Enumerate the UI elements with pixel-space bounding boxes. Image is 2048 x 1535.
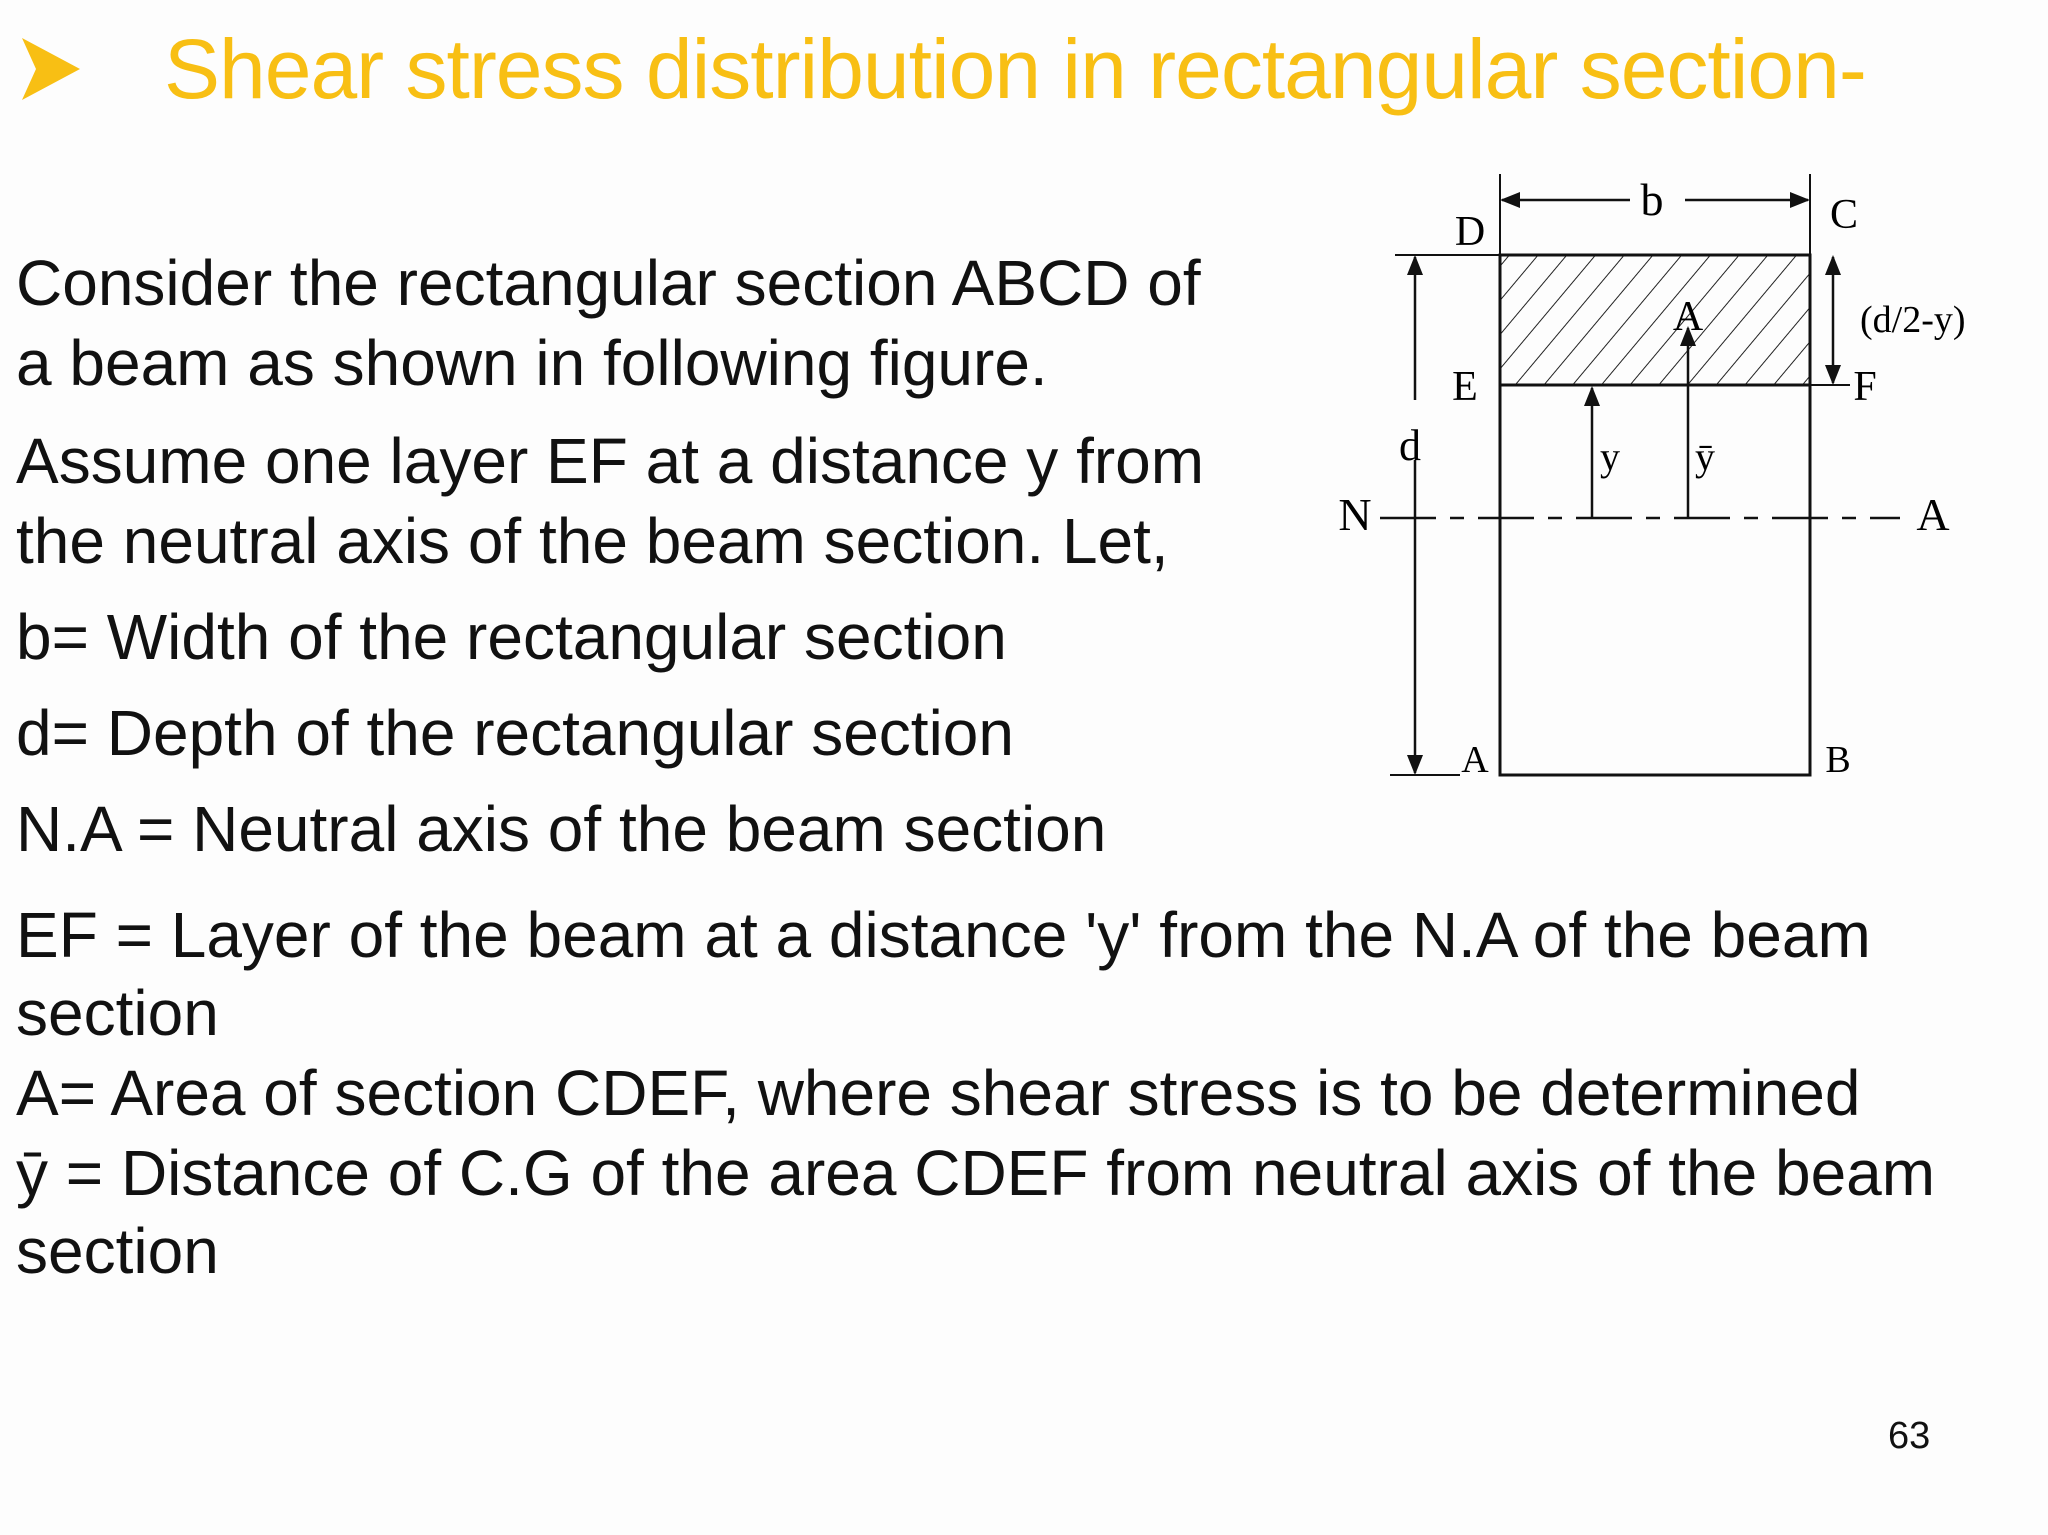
corner-label-b: B bbox=[1825, 739, 1851, 781]
neutral-axis-definition: N.A = Neutral axis of the beam section bbox=[16, 793, 1107, 865]
depth-label-d: d bbox=[1399, 421, 1421, 470]
width-label-b: b bbox=[1640, 174, 1664, 225]
arrowhead-bullet-icon bbox=[20, 34, 82, 104]
corner-label-c: C bbox=[1829, 192, 1859, 238]
consider-line-2: a beam as shown in following figure. bbox=[16, 327, 1048, 399]
corner-label-d: D bbox=[1454, 209, 1486, 255]
assume-line-1: Assume one layer EF at a distance y from bbox=[16, 425, 1205, 497]
ybar-definition-line-1: ȳ = Distance of C.G of the area CDEF from neutral axis of the beam bbox=[16, 1137, 1936, 1209]
ybar-definition-line-2: section bbox=[16, 1215, 219, 1287]
slide-title: Shear stress distribution in rectangular section- bbox=[164, 21, 1866, 116]
layer-label-e: E bbox=[1452, 364, 1478, 410]
corner-label-a: A bbox=[1461, 739, 1489, 781]
neutral-axis-label-n: N bbox=[1338, 489, 1372, 540]
ybar-label: ȳ bbox=[1695, 434, 1715, 479]
consider-line-1: Consider the rectangular section ABCD of bbox=[16, 247, 1201, 319]
area-definition: A= Area of section CDEF, where shear stress is to be determined bbox=[16, 1057, 1861, 1129]
area-label-a: A bbox=[1672, 294, 1704, 340]
layer-ef-definition-line-1: EF = Layer of the beam at a distance 'y' from the N.A of the beam bbox=[16, 899, 1871, 971]
rectangular-section-diagram bbox=[1330, 160, 2030, 800]
assume-line-2: the neutral axis of the beam section. Let, bbox=[16, 505, 1169, 577]
d2y-label: (d/2-y) bbox=[1860, 299, 1966, 341]
title-row bbox=[20, 14, 1866, 124]
y-label: y bbox=[1600, 434, 1620, 479]
width-definition: b= Width of the rectangular section bbox=[16, 601, 1007, 673]
layer-label-f: F bbox=[1853, 364, 1877, 410]
page-number: 63 bbox=[1888, 1415, 1931, 1457]
neutral-axis-label-a: A bbox=[1916, 489, 1950, 540]
depth-definition: d= Depth of the rectangular section bbox=[16, 697, 1014, 769]
layer-ef-definition-line-2: section bbox=[16, 977, 219, 1049]
hatched-area-cdef bbox=[1500, 255, 1810, 385]
